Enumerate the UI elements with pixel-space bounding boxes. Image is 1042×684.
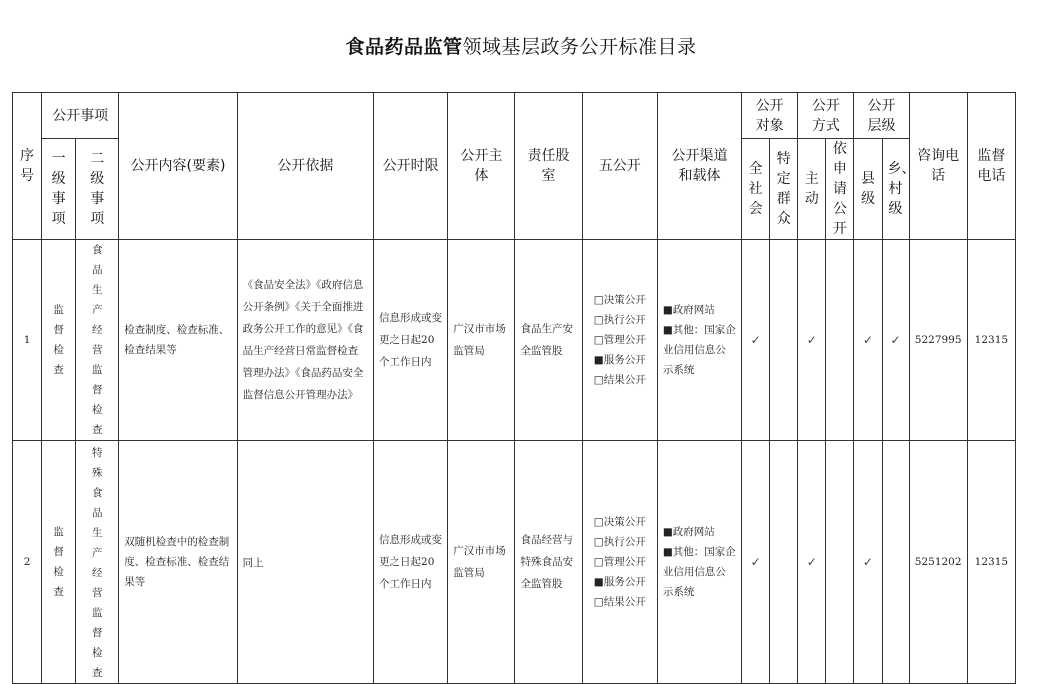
- row1-basis: 《食品安全法》《政府信息公开条例》《关于全面推进政务公开工作的意见》《食品生产经营日常监督检查管理办法》《食品药品安全监督信息公开管理办法》: [237, 240, 373, 441]
- row2-subject: 广汉市市场监管局: [448, 441, 515, 684]
- header-supervision-phone: 监督电话: [967, 93, 1015, 240]
- header-county: 县级: [854, 139, 882, 240]
- header-proactive: 主动: [798, 139, 826, 240]
- header-basis: 公开依据: [237, 93, 373, 240]
- five-public-item: □决策公开: [593, 516, 646, 528]
- header-on-request: 依申请公开: [826, 139, 854, 240]
- row2-specific-group: [770, 441, 798, 684]
- header-method-group: 公开方式: [798, 93, 854, 139]
- five-public-item: □执行公开: [593, 536, 646, 548]
- row2-time-limit: 信息形成或变更之日起20个工作日内: [374, 441, 448, 684]
- page-title: [0, 32, 1042, 59]
- header-subject: 公开主体: [448, 93, 515, 240]
- row2-seq: 2: [13, 441, 42, 684]
- row2-proactive: ✓: [798, 441, 826, 684]
- row1-time-limit: 信息形成或变更之日起20个工作日内: [374, 240, 448, 441]
- five-public-item: □决策公开: [593, 294, 646, 306]
- header-office: 责任股室: [515, 93, 582, 240]
- row1-level1: 监督检查: [42, 240, 76, 441]
- five-public-item: ■服务公开: [593, 576, 646, 588]
- catalog-table: [12, 92, 1016, 684]
- header-seq: 序号: [13, 93, 42, 240]
- title-rest: 领域基层政务公开标准目录: [462, 36, 697, 58]
- table-row: [13, 441, 1016, 684]
- header-row-1: [13, 93, 1016, 139]
- channel-item: ■政府网站: [662, 526, 715, 538]
- row2-county: ✓: [854, 441, 882, 684]
- row1-level2: 食品生产经营监督检查: [76, 240, 119, 441]
- row2-all-society: ✓: [742, 441, 770, 684]
- row1-county: ✓: [854, 240, 882, 441]
- row1-five-public: [582, 240, 657, 441]
- channel-item: ■政府网站: [662, 304, 715, 316]
- header-township: 乡、村级: [882, 139, 909, 240]
- row2-inquiry-phone: 5251202: [909, 441, 967, 684]
- header-content: 公开内容(要素): [119, 93, 237, 240]
- row1-all-society: ✓: [742, 240, 770, 441]
- row1-specific-group: [770, 240, 798, 441]
- row2-on-request: [826, 441, 854, 684]
- channel-item: ■其他：国家企业信用信息公示系统: [662, 546, 736, 598]
- row1-subject: 广汉市市场监管局: [448, 240, 515, 441]
- five-public-item: □执行公开: [593, 314, 646, 326]
- header-inquiry-phone: 咨询电话: [909, 93, 967, 240]
- row2-channel: [657, 441, 741, 684]
- row2-level1: 监督检查: [42, 441, 76, 684]
- row1-proactive: ✓: [798, 240, 826, 441]
- row1-township: ✓: [882, 240, 909, 441]
- row1-on-request: [826, 240, 854, 441]
- five-public-item: □管理公开: [593, 556, 646, 568]
- row2-basis: 同上: [237, 441, 373, 684]
- header-tier-group: 公开层级: [854, 93, 909, 139]
- header-five-public: 五公开: [582, 93, 657, 240]
- row2-content: 双随机检查中的检查制度、检查标准、检查结果等: [119, 441, 237, 684]
- header-level2: 二级事项: [76, 139, 119, 240]
- row1-channel: [657, 240, 741, 441]
- header-specific-group: 特定群众: [770, 139, 798, 240]
- row1-content: 检查制度、检查标准、检查结果等: [119, 240, 237, 441]
- title-bold: 食品药品监管: [345, 36, 463, 58]
- row2-level2: 特殊食品生产经营监督检查: [76, 441, 119, 684]
- five-public-item: ■服务公开: [593, 354, 646, 366]
- header-channel: 公开渠道和载体: [657, 93, 741, 240]
- header-items-group: 公开事项: [42, 93, 119, 139]
- row2-office: 食品经营与特殊食品安全监管股: [515, 441, 582, 684]
- header-all-society: 全社会: [742, 139, 770, 240]
- header-level1: 一级事项: [42, 139, 76, 240]
- five-public-item: □结果公开: [593, 596, 646, 608]
- channel-item: ■其他：国家企业信用信息公示系统: [662, 324, 736, 376]
- row1-supervision-phone: 12315: [967, 240, 1015, 441]
- five-public-item: □管理公开: [593, 334, 646, 346]
- header-time-limit: 公开时限: [374, 93, 448, 240]
- five-public-item: □结果公开: [593, 374, 646, 386]
- row2-township: [882, 441, 909, 684]
- header-audience-group: 公开对象: [742, 93, 798, 139]
- row1-inquiry-phone: 5227995: [909, 240, 967, 441]
- row2-five-public: [582, 441, 657, 684]
- row1-office: 食品生产安全监管股: [515, 240, 582, 441]
- table-row: [13, 240, 1016, 441]
- row2-supervision-phone: 12315: [967, 441, 1015, 684]
- row1-seq: 1: [13, 240, 42, 441]
